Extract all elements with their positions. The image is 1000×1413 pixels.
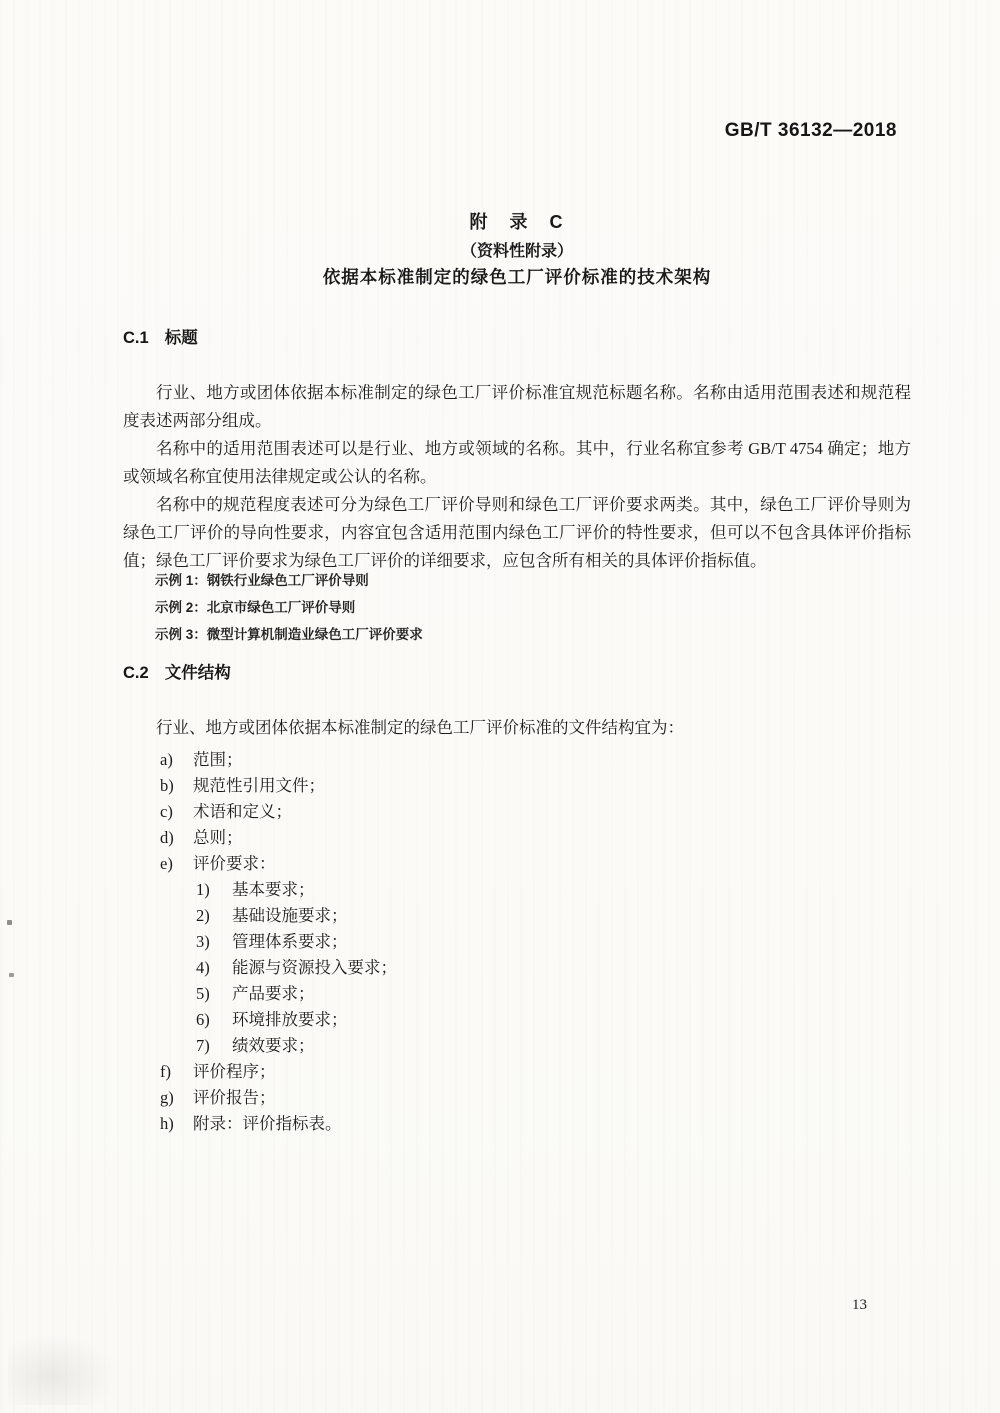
examples-block	[155, 567, 875, 648]
section-c1-body	[123, 379, 911, 575]
list-marker: c)	[160, 802, 173, 821]
example-line: 示例 2：北京市绿色工厂评价导则	[155, 600, 356, 615]
list-item-text: 基本要求；	[232, 880, 315, 899]
sub-list-item	[123, 877, 911, 903]
scan-speck	[9, 973, 14, 977]
list-item	[123, 747, 911, 773]
list-marker: f)	[160, 1062, 171, 1081]
list-item	[123, 773, 911, 799]
list-item-text: 总则；	[193, 828, 243, 847]
section-c1-number: C.1	[123, 329, 149, 347]
sub-list-item	[123, 1007, 911, 1033]
list-marker: 2)	[196, 906, 210, 925]
sub-list-item	[123, 903, 911, 929]
section-c1-title: 标题	[164, 329, 198, 347]
document-structure-list	[123, 747, 911, 1137]
paragraph: 行业、地方或团体依据本标准制定的绿色工厂评价标准宜规范标题名称。名称由适用范围表述和规范程度表述两部分组成。	[123, 383, 911, 430]
list-marker: a)	[160, 750, 173, 769]
section-c2-heading	[123, 662, 911, 684]
paragraph: 行业、地方或团体依据本标准制定的绿色工厂评价标准的文件结构宜为：	[156, 718, 684, 737]
paragraph: 名称中的适用范围表述可以是行业、地方或领域的名称。其中，行业名称宜参考 GB/T 4754 确定；地方或领域名称宜使用法律规定或公认的名称。	[123, 439, 911, 486]
list-item	[123, 825, 911, 851]
appendix-heading: 依据本标准制定的绿色工厂评价标准的技术架构	[322, 267, 712, 287]
list-item-text: 附录：评价指标表。	[193, 1114, 342, 1133]
example-line: 示例 1：钢铁行业绿色工厂评价导则	[155, 573, 369, 588]
list-item-text: 绩效要求；	[232, 1036, 315, 1055]
list-item-text: 评价程序；	[193, 1062, 276, 1081]
list-item-text: 基础设施要求；	[232, 906, 348, 925]
standard-number-header: GB/T 36132—2018	[724, 120, 897, 141]
list-marker: g)	[160, 1088, 174, 1107]
list-marker: 7)	[196, 1036, 210, 1055]
list-item-text: 环境排放要求；	[232, 1010, 348, 1029]
scan-speck	[7, 920, 12, 925]
list-item-text: 产品要求；	[232, 984, 315, 1003]
list-item-text: 能源与资源投入要求；	[232, 958, 397, 977]
section-c2-number: C.2	[123, 664, 149, 682]
list-item	[123, 1085, 911, 1111]
list-item	[123, 1059, 911, 1085]
list-item-text: 评价报告；	[193, 1088, 276, 1107]
list-item-text: 规范性引用文件；	[193, 776, 325, 795]
list-marker: 6)	[196, 1010, 210, 1029]
list-marker: 4)	[196, 958, 210, 977]
paragraph: 名称中的规范程度表述可分为绿色工厂评价导则和绿色工厂评价要求两类。其中，绿色工厂评价导则为绿色工厂评价的导向性要求，内容宜包含适用范围内绿色工厂评价的特性要求，但可以不包含具体评价指标值；绿色工厂评价要求为绿色工厂评价的详细要求，应包含所有相关的具体评价指标值。	[123, 495, 911, 570]
list-marker: e)	[160, 854, 173, 873]
list-item	[123, 1111, 911, 1137]
example-line: 示例 3：微型计算机制造业绿色工厂评价要求	[155, 627, 423, 642]
section-c2-intro	[123, 714, 911, 742]
list-item-text: 范围；	[193, 750, 243, 769]
list-marker: 3)	[196, 932, 210, 951]
page-number: 13	[852, 1297, 867, 1313]
list-marker: 5)	[196, 984, 210, 1003]
list-marker: d)	[160, 828, 174, 847]
list-marker: h)	[160, 1114, 174, 1133]
list-item	[123, 799, 911, 825]
list-marker: 1)	[196, 880, 210, 899]
sub-list-item	[123, 929, 911, 955]
appendix-title: 附 录 C	[469, 212, 565, 232]
appendix-title-block	[123, 210, 911, 290]
scan-smudge	[8, 1335, 118, 1405]
list-item	[123, 851, 911, 877]
sub-list-item	[123, 981, 911, 1007]
list-item-text: 管理体系要求；	[232, 932, 348, 951]
list-item-text: 评价要求：	[193, 854, 276, 873]
section-c1-heading	[123, 327, 911, 349]
list-marker: b)	[160, 776, 174, 795]
list-item-text: 术语和定义；	[193, 802, 292, 821]
appendix-subtitle: （资料性附录）	[460, 243, 573, 260]
sub-list-item	[123, 1033, 911, 1059]
sub-list-item	[123, 955, 911, 981]
section-c2-title: 文件结构	[164, 664, 231, 682]
